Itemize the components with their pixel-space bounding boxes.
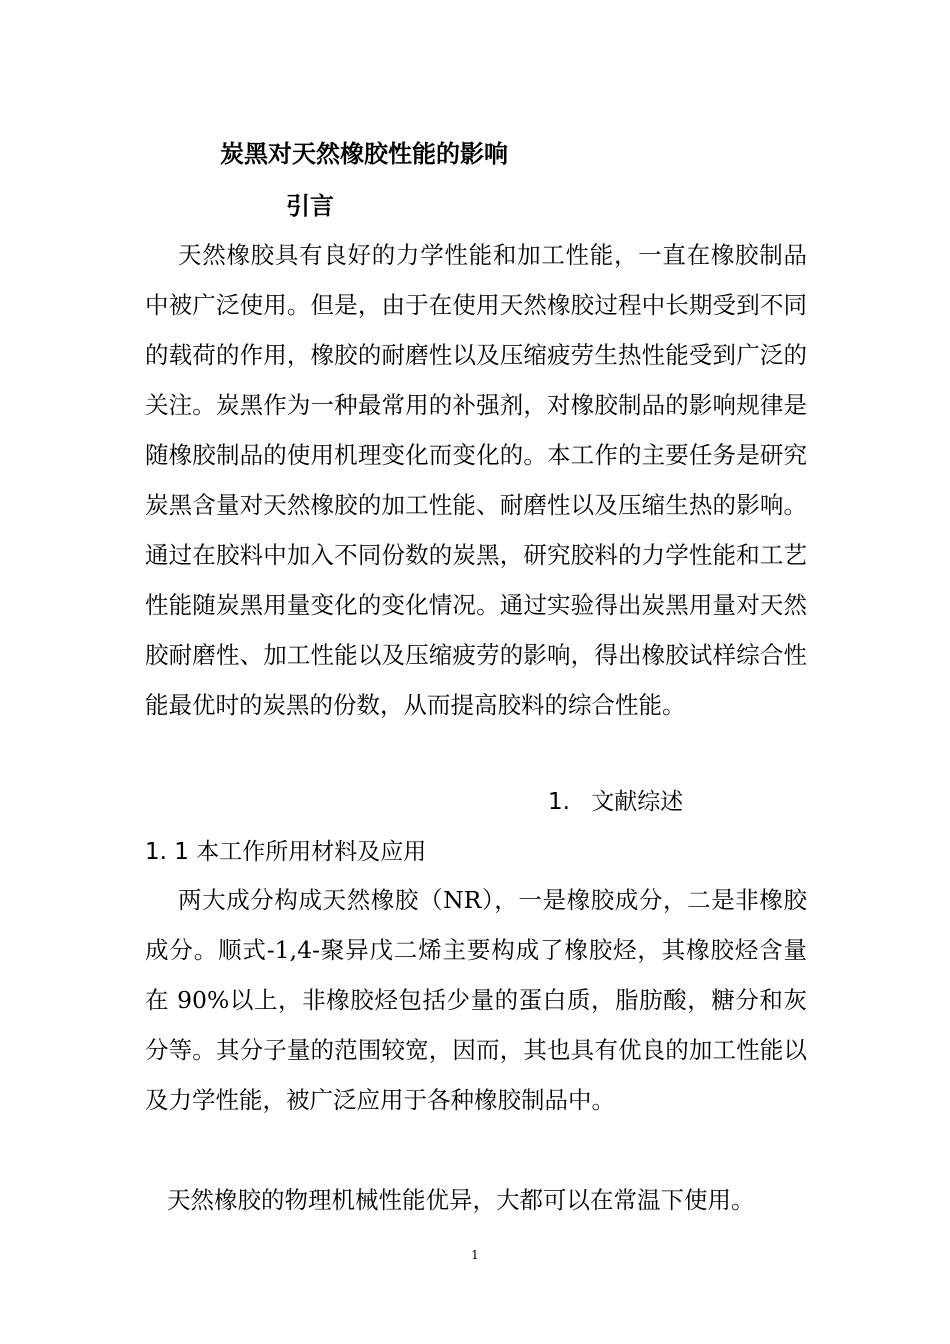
last-paragraph: 天然橡胶的物理机械性能优异，大都可以在常温下使用。: [167, 1186, 755, 1214]
section-number: 1.: [548, 789, 570, 815]
nr-paragraph: 两大成分构成天然橡胶（NR），一是橡胶成分，二是非橡胶成分。顺式-1,4-聚异戊二烯主要构成了橡胶烃，其橡胶烃含量在 90%以上，非橡胶烃包括少量的蛋白质，脂肪酸，糖分和灰分等。其分子量的范围较宽，因而，其也具有优良的加工性能以及力学性能，被广泛应用于各种橡胶制品中。: [145, 886, 807, 1114]
document-title: 炭黑对天然橡胶性能的影响: [220, 140, 508, 168]
intro-heading: 引言: [286, 192, 334, 220]
intro-paragraph: 天然橡胶具有良好的力学性能和加工性能，一直在橡胶制品中被广泛使用。但是，由于在使用天然橡胶过程中长期受到不同的载荷的作用，橡胶的耐磨性以及压缩疲劳生热性能受到广泛的关注。炭黑作为一种最常用的补强剂，对橡胶制品的影响规律是随橡胶制品的使用机理变化而变化的。本工作的主要任务是研究炭黑含量对天然橡胶的加工性能、耐磨性以及压缩生热的影响。通过在胶料中加入不同份数的炭黑，研究胶料的力学性能和工艺性能随炭黑用量变化的变化情况。通过实验得出炭黑用量对天然胶耐磨性、加工性能以及压缩疲劳的影响，得出橡胶试样综合性能最优时的炭黑的份数，从而提高胶料的综合性能。: [145, 241, 807, 719]
page-number: 1: [471, 1248, 479, 1262]
section-title: 文献综述: [591, 789, 684, 815]
section-heading-1: [548, 783, 683, 816]
section-heading-1-1: 1. 1 本工作所用材料及应用: [145, 839, 427, 865]
